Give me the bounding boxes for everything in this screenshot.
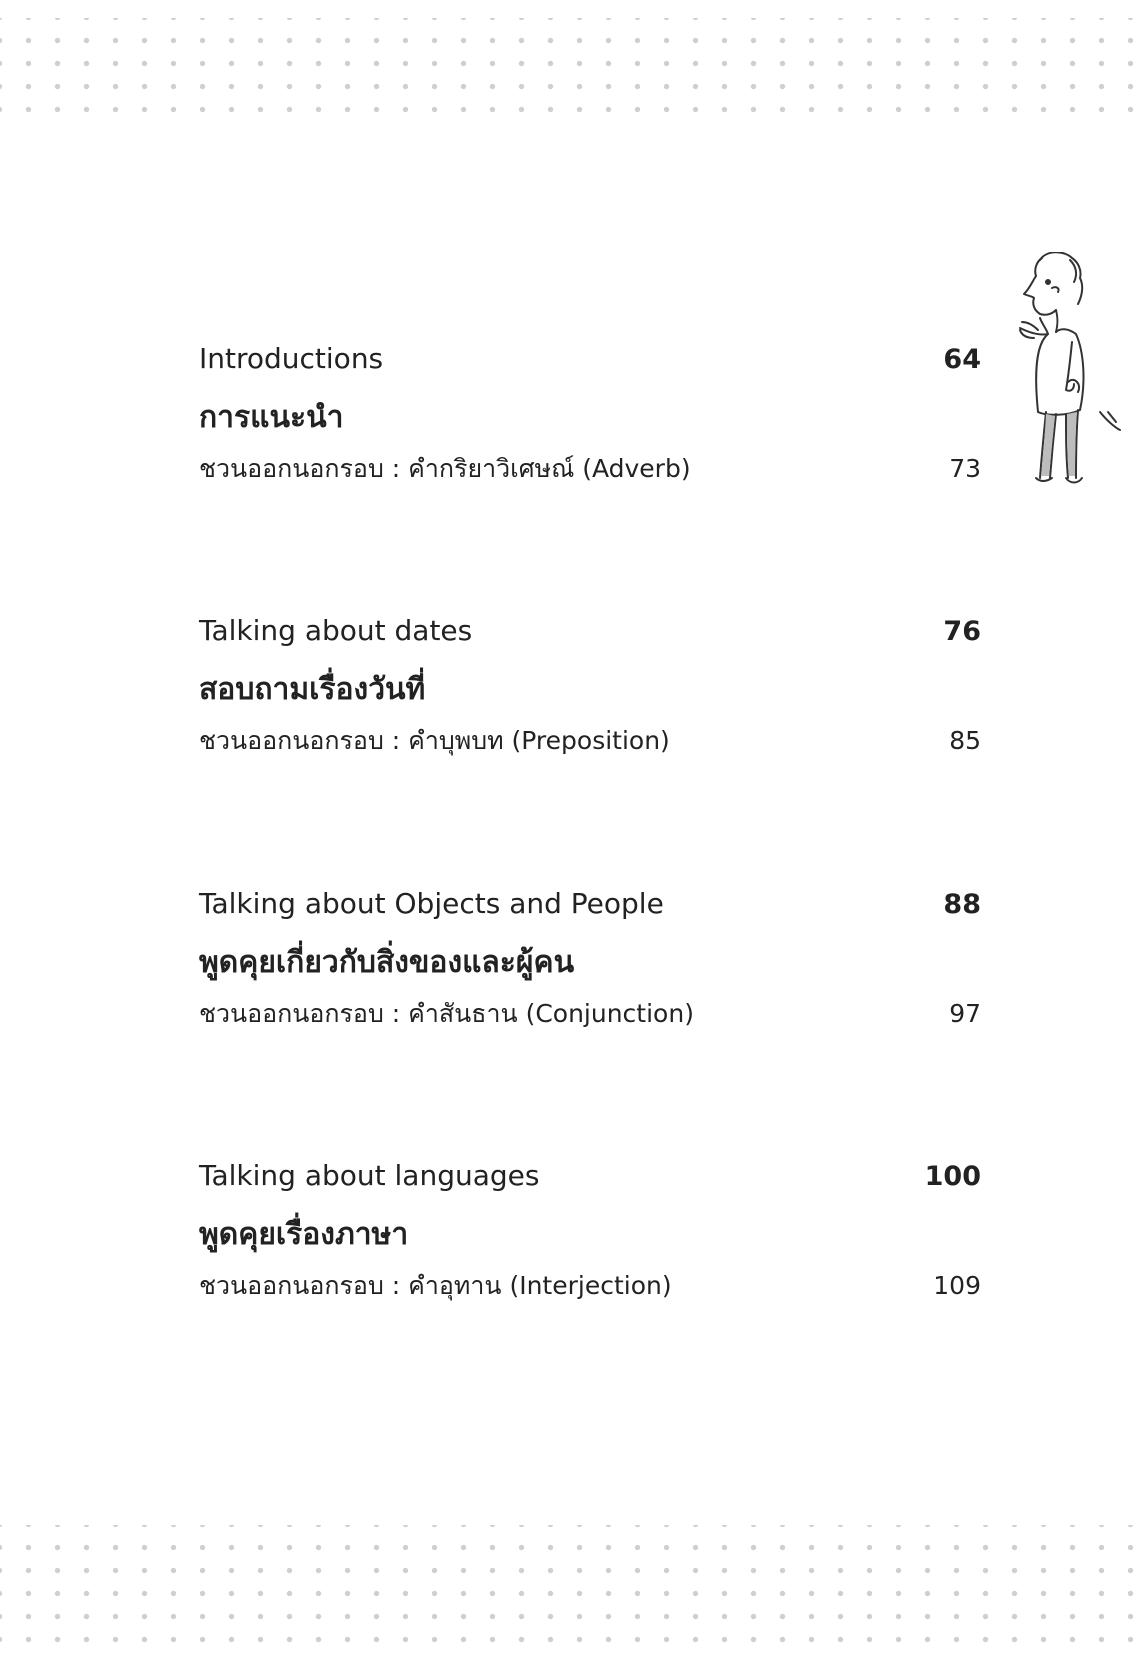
section-title: Talking about languages bbox=[199, 1159, 540, 1192]
toc-entry-sub-row[interactable] bbox=[199, 449, 981, 489]
section-thai-title: พูดคุยเกี่ยวกับสิ่งของและผู้คน bbox=[199, 945, 575, 980]
toc-entry-title-row[interactable] bbox=[199, 342, 981, 375]
page-number: 109 bbox=[933, 1271, 981, 1300]
thai-title-row bbox=[199, 939, 981, 986]
section-thai-title: การแนะนำ bbox=[199, 400, 344, 435]
thai-title-row bbox=[199, 1211, 981, 1258]
toc-entry-title-row[interactable] bbox=[199, 614, 981, 647]
section-title: Introductions bbox=[199, 342, 384, 375]
subsection-label: ชวนออกนอกรอบ : คำสันธาน (Conjunction) bbox=[199, 999, 694, 1028]
thai-title-row bbox=[199, 666, 981, 713]
toc-entry-title-row[interactable] bbox=[199, 887, 981, 920]
page-number: 85 bbox=[949, 726, 981, 755]
page-number: 100 bbox=[924, 1161, 981, 1192]
toc-entry-sub-row[interactable] bbox=[199, 721, 981, 761]
page-number: 76 bbox=[943, 616, 981, 647]
bottom-dot-pattern bbox=[0, 1525, 1146, 1658]
thinking-man-sketch-icon bbox=[1012, 252, 1122, 492]
subsection-label: ชวนออกนอกรอบ : คำกริยาวิเศษณ์ (Adverb) bbox=[199, 454, 691, 483]
thai-title-row bbox=[199, 394, 981, 441]
page-number: 97 bbox=[949, 999, 981, 1028]
top-dot-pattern bbox=[0, 18, 1146, 113]
section-title: Talking about Objects and People bbox=[199, 887, 664, 920]
section-thai-title: พูดคุยเรื่องภาษา bbox=[199, 1217, 409, 1252]
subsection-label: ชวนออกนอกรอบ : คำบุพบท (Preposition) bbox=[199, 726, 670, 755]
section-title: Talking about dates bbox=[199, 614, 473, 647]
page-number: 73 bbox=[949, 454, 981, 483]
page-number: 64 bbox=[943, 344, 981, 375]
toc-entry-sub-row[interactable] bbox=[199, 1266, 981, 1306]
page-number: 88 bbox=[943, 889, 981, 920]
subsection-label: ชวนออกนอกรอบ : คำอุทาน (Interjection) bbox=[199, 1271, 672, 1300]
toc-entry-sub-row[interactable] bbox=[199, 994, 981, 1034]
toc-entry-title-row[interactable] bbox=[199, 1159, 981, 1192]
section-thai-title: สอบถามเรื่องวันที่ bbox=[199, 672, 426, 707]
